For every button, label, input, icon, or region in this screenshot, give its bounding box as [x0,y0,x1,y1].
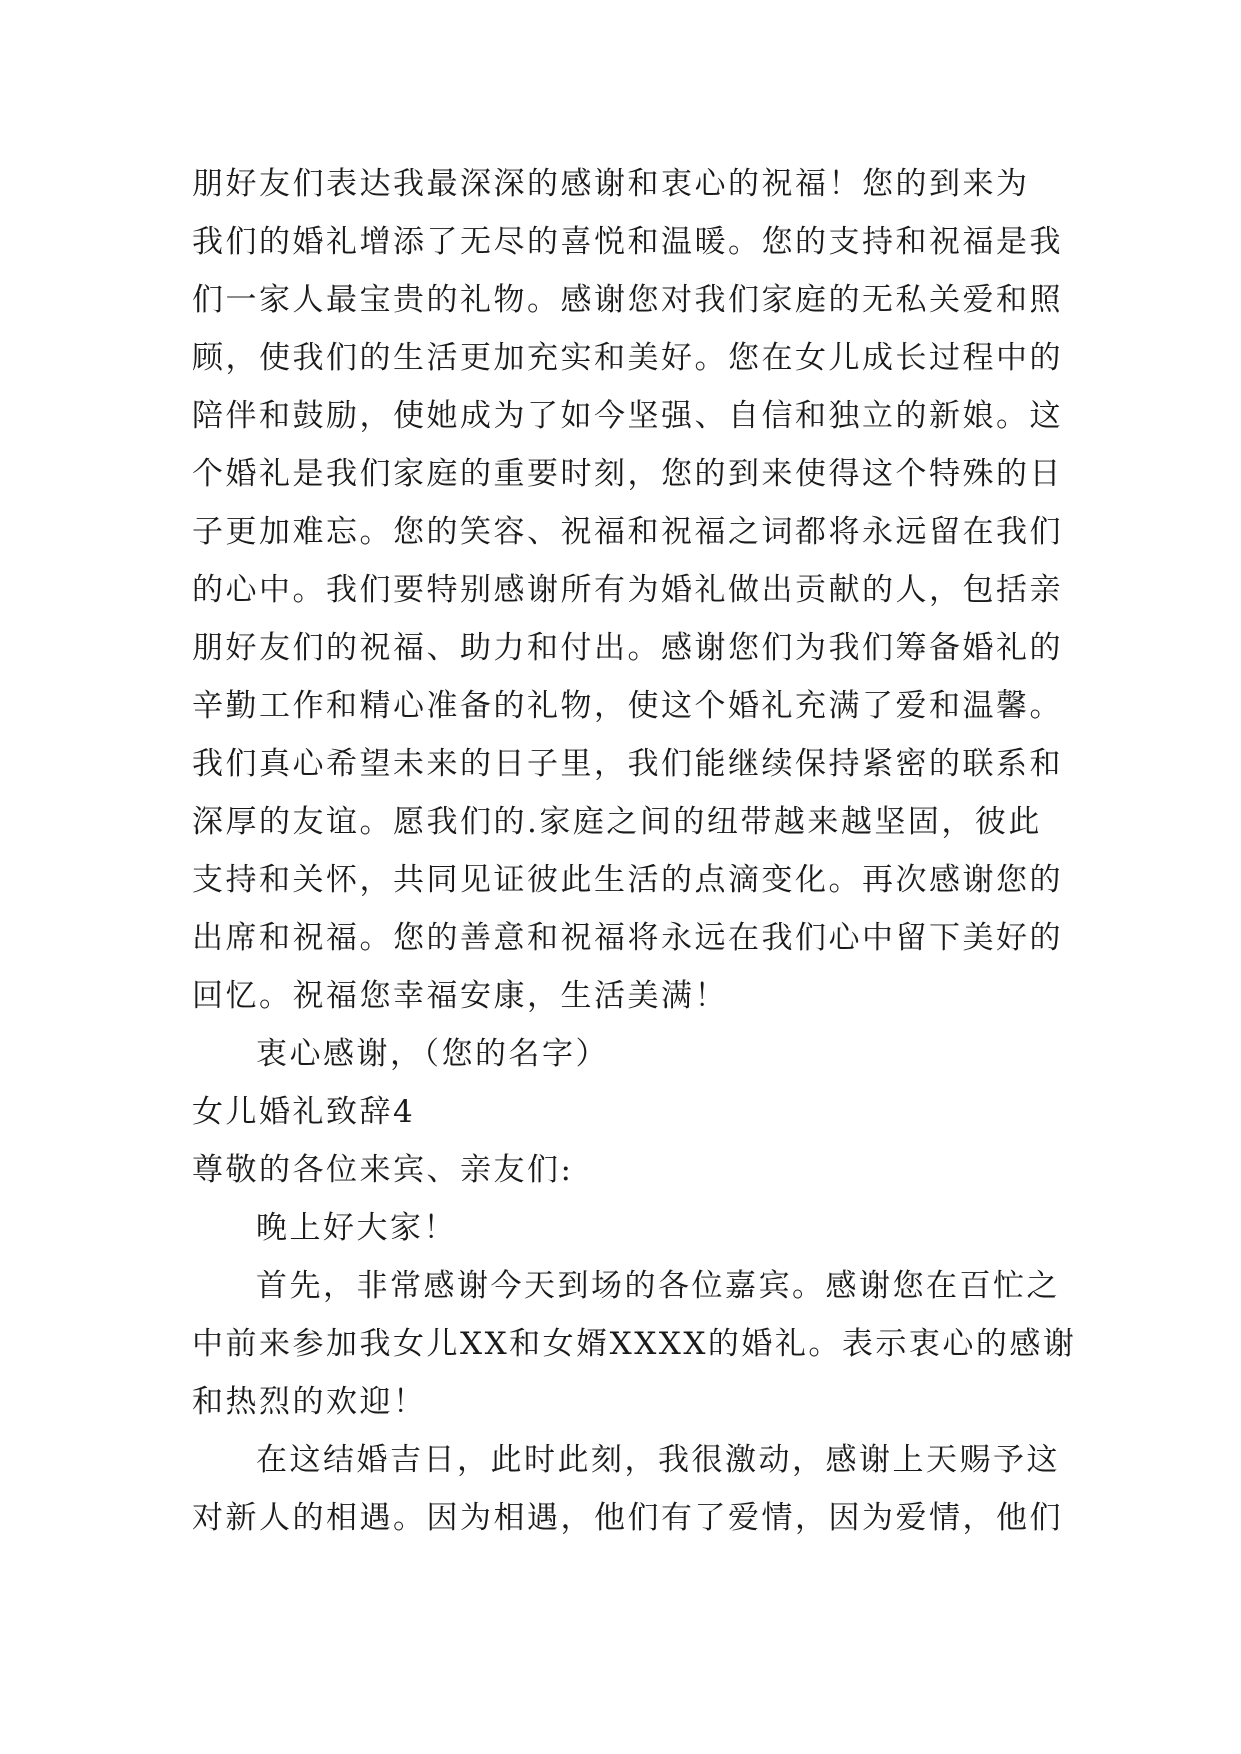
paragraph-line: 辛勤工作和精心准备的礼物，使这个婚礼充满了爱和温馨。 [192,688,1063,724]
salutation: 尊敬的各位来宾、亲友们: [192,1152,574,1188]
paragraph-line: 个婚礼是我们家庭的重要时刻，您的到来使得这个特殊的日 [192,456,1063,492]
paragraph-line: 陪伴和鼓励，使她成为了如今坚强、自信和独立的新娘。这 [192,398,1063,434]
paragraph-line: 我们真心希望未来的日子里，我们能继续保持紧密的联系和 [192,746,1063,782]
paragraph-line: 朋好友们表达我最深深的感谢和衷心的祝福！您的到来为 [192,166,1030,202]
opening-paragraph [192,1257,1077,1431]
paragraph-line: 出席和祝福。您的善意和祝福将永远在我们心中留下美好的 [192,920,1063,956]
paragraph-line: 回忆。祝福您幸福安康，生活美满！ [192,978,728,1014]
paragraph-line: 深厚的友谊。愿我们的.家庭之间的纽带越来越坚固，彼此 [192,804,1042,840]
section-title: 女儿婚礼致辞4 [192,1094,416,1130]
paragraph-line: 和热烈的欢迎！ [192,1384,427,1420]
paragraph-line: 我们的婚礼增添了无尽的喜悦和温暖。您的支持和祝福是我 [192,224,1063,260]
paragraph-line: 的心中。我们要特别感谢所有为婚礼做出贡献的人，包括亲 [192,572,1063,608]
paragraph-line: 们一家人最宝贵的礼物。感谢您对我们家庭的无私关爱和照 [192,282,1063,318]
wedding-day-paragraph [192,1431,1072,1547]
paragraph-line: 朋好友们的祝福、助力和付出。感谢您们为我们筹备婚礼的 [192,630,1063,666]
paragraph-line: 顾，使我们的生活更加充实和美好。您在女儿成长过程中的 [192,340,1063,376]
paragraph-line: 在这结婚吉日，此时此刻，我很激动，感谢上天赐予这 [256,1442,1060,1478]
paragraph-line: 中前来参加我女儿XX和女婿XXXX的婚礼。表示衷心的感谢 [192,1326,1077,1362]
signature-line: 衷心感谢，（您的名字） [256,1036,609,1072]
document-body [192,155,1077,1547]
paragraph-line: 首先，非常感谢今天到场的各位嘉宾。感谢您在百忙之 [256,1268,1060,1304]
greeting: 晚上好大家！ [256,1210,457,1246]
paragraph-line: 对新人的相遇。因为相遇，他们有了爱情，因为爱情，他们 [192,1500,1063,1536]
paragraph-line: 子更加难忘。您的笑容、祝福和祝福之词都将永远留在我们 [192,514,1063,550]
paragraph-line: 支持和关怀，共同见证彼此生活的点滴变化。再次感谢您的 [192,862,1063,898]
thank-you-paragraph [192,155,1072,1025]
